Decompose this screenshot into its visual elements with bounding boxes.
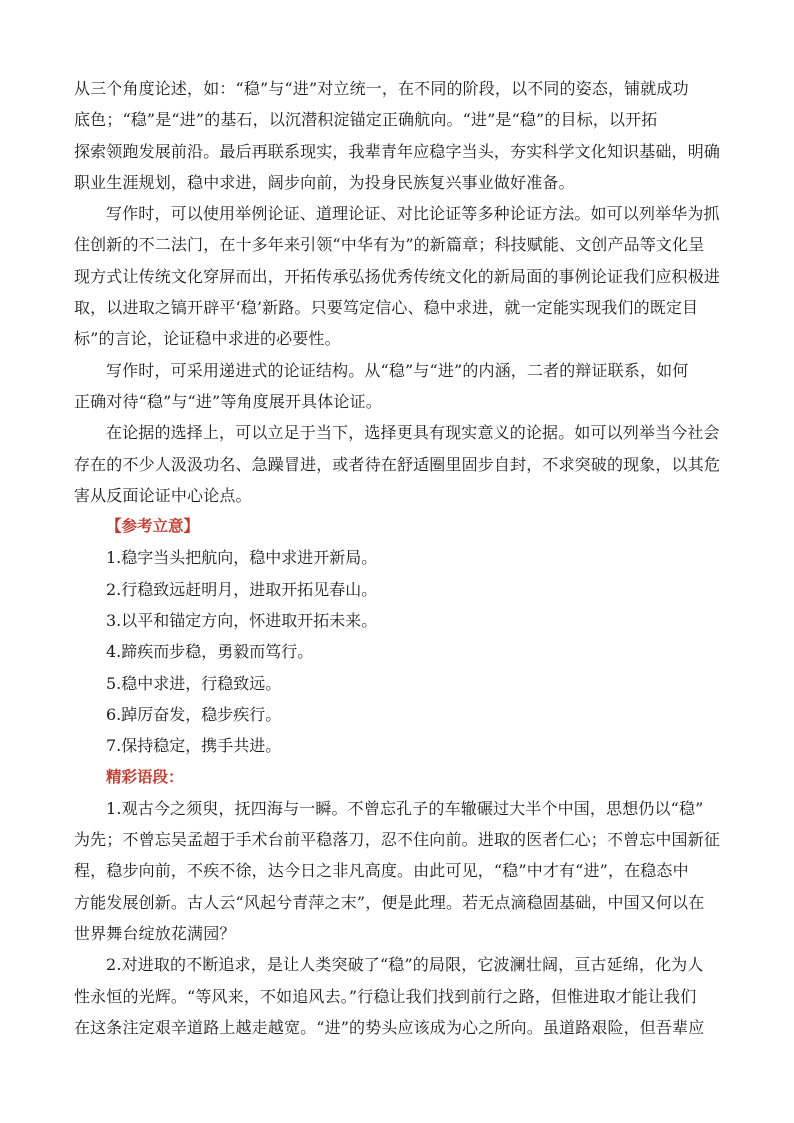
para4-line-3: 害从反面论证中心论点。 [74, 485, 252, 505]
reference-item-4: 4.蹄疾而步稳，勇毅而笃行。 [106, 642, 314, 662]
para4-line-2: 存在的不少人汲汲功名、急躁冒进，或者待在舒适圈里固步自封，不求突破的现象，以其危 [74, 454, 721, 474]
excerpt1-line-1: 1.观古今之须臾，抚四海与一瞬。不曾忘孔子的车辙碾过大半个中国，思想仍以“稳” [106, 798, 704, 818]
reference-item-5: 5.稳中求进，行稳致远。 [106, 673, 282, 693]
para4-line-1: 在论据的选择上，可以立足于当下，选择更具有现实意义的论据。如可以列举当今社会 [106, 423, 720, 443]
reference-item-6: 6.踔厉奋发，稳步疾行。 [106, 704, 282, 724]
reference-item-3: 3.以平和锚定方向，怀进取开拓未来。 [106, 611, 378, 631]
para2-line-5: 标”的言论，论证稳中求进的必要性。 [74, 329, 341, 349]
reference-item-1: 1.稳字当头把航向，稳中求进开新局。 [106, 548, 378, 568]
para3-line-2: 正确对待“稳”与“进”等角度展开具体论证。 [74, 391, 382, 411]
intro-line-4: 职业生涯规划，稳中求进，阔步向前，为投身民族复兴事业做好准备。 [74, 172, 575, 192]
intro-line-2: 底色；“稳”是“进”的基石，以沉潜积淀锚定正确航向。“进”是“稳”的目标，以开拓 [74, 110, 658, 130]
excerpt2-line-2: 性永恒的光辉。“等风来，不如追风去。”行稳让我们找到前行之路，但惟进取才能让我们 [74, 986, 697, 1006]
para3-line-1: 写作时，可采用递进式的论证结构。从“稳”与“进”的内涵，二者的辩证联系，如何 [106, 360, 689, 380]
reference-heading: 【参考立意】 [106, 517, 200, 536]
excerpt1-line-2: 为先；不曾忘吴孟超于手术台前平稳落刀，忍不住向前。进取的医者仁心；不曾忘中国新征 [74, 830, 721, 850]
para2-line-3: 现方式让传统文化穿屏而出，开拓传承弘扬优秀传统文化的新局面的事例论证我们应积极进 [74, 266, 721, 286]
para2-line-1: 写作时，可以使用举例论证、道理论证、对比论证等多种论证方法。如可以列举华为抓 [106, 204, 720, 224]
excerpt2-line-1: 2.对进取的不断追求，是让人类突破了“稳”的局限，它波澜壮阔，亘古延绵，化为人 [106, 955, 704, 975]
excerpt2-line-3: 在这条注定艰辛道路上越走越宽。“进”的势头应该成为心之所向。虽道路艰险，但吾辈应 [74, 1017, 705, 1037]
document-page [74, 73, 722, 1043]
intro-line-3: 探索领跑发展前沿。最后再联系现实，我辈青年应稳字当头，夯实科学文化知识基础，明确 [74, 141, 721, 161]
excerpt1-line-4: 方能发展创新。古人云“风起兮青萍之末”，便是此理。若无点滴稳固基础，中国又何以在 [74, 892, 705, 912]
excerpt-heading: 精彩语段： [106, 767, 184, 786]
intro-line-1: 从三个角度论述，如：“稳”与“进”对立统一，在不同的阶段，以不同的姿态，铺就成功 [74, 79, 689, 98]
reference-item-2: 2.行稳致远赶明月，进取开拓见春山。 [106, 579, 378, 599]
excerpt1-line-3: 程，稳步向前，不疾不徐，达今日之非凡高度。由此可见，“稳”中才有“进”，在稳态中 [74, 861, 689, 881]
para2-line-4: 取，以进取之镐开辟平‘稳’新路。只要笃定信心、稳中求进，就一定能实现我们的既定目 [74, 298, 699, 318]
para2-line-2: 住创新的不二法门，在十多年来引领“中华有为”的新篇章；科技赋能、文创产品等文化呈 [74, 235, 705, 255]
reference-item-7: 7.保持稳定，携手共进。 [106, 736, 282, 756]
excerpt1-line-5: 世界舞台绽放花满园？ [74, 924, 236, 944]
